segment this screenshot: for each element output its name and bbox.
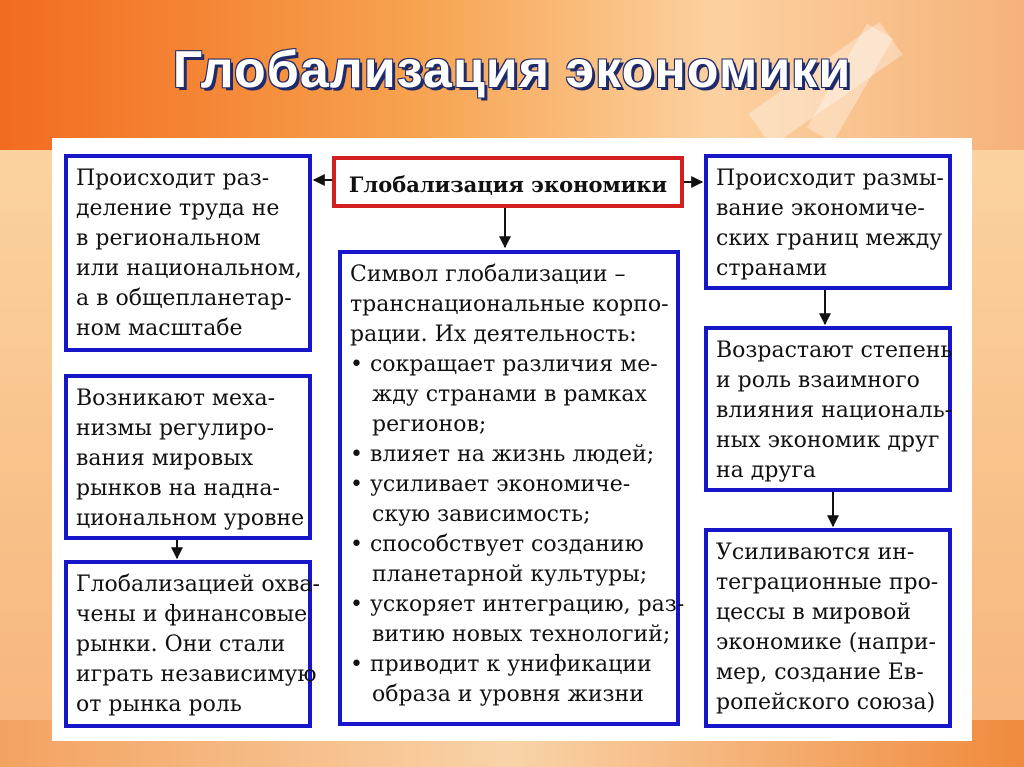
right-box-1-line: Происходит размы- bbox=[716, 166, 944, 191]
center-header-box bbox=[332, 156, 684, 208]
center-bullet-cont: регионов; bbox=[372, 412, 487, 437]
left-box-1-line: а в общепланетар- bbox=[76, 286, 292, 311]
right-box-3-line: цессы в мировой bbox=[716, 600, 912, 625]
left-box-2-line: Возникают меха- bbox=[76, 386, 276, 411]
center-bullet: • сокращает различия ме- bbox=[350, 352, 658, 377]
right-box-3-line: ропейского союза) bbox=[716, 690, 936, 715]
center-bullet: • способствует созданию bbox=[350, 532, 644, 557]
right-box-1-line: странами bbox=[716, 256, 828, 281]
right-box-1-line: ских границ между bbox=[716, 226, 943, 251]
center-intro-line: Символ глобализации – bbox=[350, 262, 626, 287]
right-box-2-line: и роль взаимного bbox=[716, 368, 920, 393]
center-intro-line: рации. Их деятельность: bbox=[350, 322, 637, 347]
right-box-3-line: теграционные про- bbox=[716, 570, 939, 595]
left-box-2-line: циональном уровне bbox=[76, 506, 305, 531]
center-box bbox=[338, 250, 685, 726]
center-bullet: • приводит к унификации bbox=[350, 652, 652, 677]
left-box-2-line: вания мировых bbox=[76, 446, 254, 471]
left-box-1 bbox=[64, 154, 312, 352]
right-box-1 bbox=[704, 154, 952, 290]
left-box-2 bbox=[64, 374, 312, 540]
left-box-3-line: чены и финансовые bbox=[76, 602, 308, 627]
right-box-2 bbox=[704, 326, 952, 492]
center-bullet-cont: планетарной культуры; bbox=[372, 562, 648, 587]
right-box-2-line: влияния националь- bbox=[716, 398, 953, 423]
right-box-1-line: вание экономиче- bbox=[716, 196, 925, 221]
left-box-2-line: рынков на надна- bbox=[76, 476, 280, 501]
center-bullet: • усиливает экономиче- bbox=[350, 472, 631, 497]
center-bullet: • влияет на жизнь людей; bbox=[350, 442, 655, 467]
center-bullet-cont: жду странами в рамках bbox=[372, 382, 647, 407]
right-box-3-line: экономике (напри- bbox=[716, 630, 936, 655]
left-box-1-line: деление труда не bbox=[76, 196, 280, 221]
left-box-3-line: от рынка роль bbox=[76, 692, 242, 717]
left-box-3-line: играть независимую bbox=[76, 662, 317, 687]
slide-title: Глобализация экономики bbox=[172, 41, 852, 99]
center-bullet-cont: витию новых технологий; bbox=[372, 622, 671, 647]
center-bullet-cont: образа и уровня жизни bbox=[372, 682, 644, 707]
right-box-2-line: на друга bbox=[716, 458, 816, 483]
left-box-1-line: в региональном bbox=[76, 226, 261, 251]
left-box-2-line: низмы регулиро- bbox=[76, 416, 274, 441]
center-header-label: Глобализация экономики bbox=[348, 172, 668, 197]
right-box-3-line: Усиливаются ин- bbox=[716, 540, 915, 565]
right-box-2-line: ных экономик друг bbox=[716, 428, 940, 453]
left-box-3-line: Глобализацией охва- bbox=[76, 572, 320, 597]
right-box-2-line: Возрастают степень bbox=[716, 338, 953, 363]
left-box-1-line: Происходит раз- bbox=[76, 166, 270, 191]
left-box-1-line: или национальном, bbox=[76, 256, 302, 281]
left-box-1-line: ном масштабе bbox=[76, 316, 243, 341]
center-intro-line: транснациональные корпо- bbox=[350, 292, 669, 317]
center-bullet-cont: скую зависимость; bbox=[372, 502, 591, 527]
left-box-3 bbox=[64, 560, 320, 728]
right-box-3-line: мер, создание Ев- bbox=[716, 660, 924, 685]
left-box-3-line: рынки. Они стали bbox=[76, 632, 286, 657]
right-box-3 bbox=[704, 528, 952, 728]
center-bullet: • ускоряет интеграцию, раз- bbox=[350, 592, 685, 617]
